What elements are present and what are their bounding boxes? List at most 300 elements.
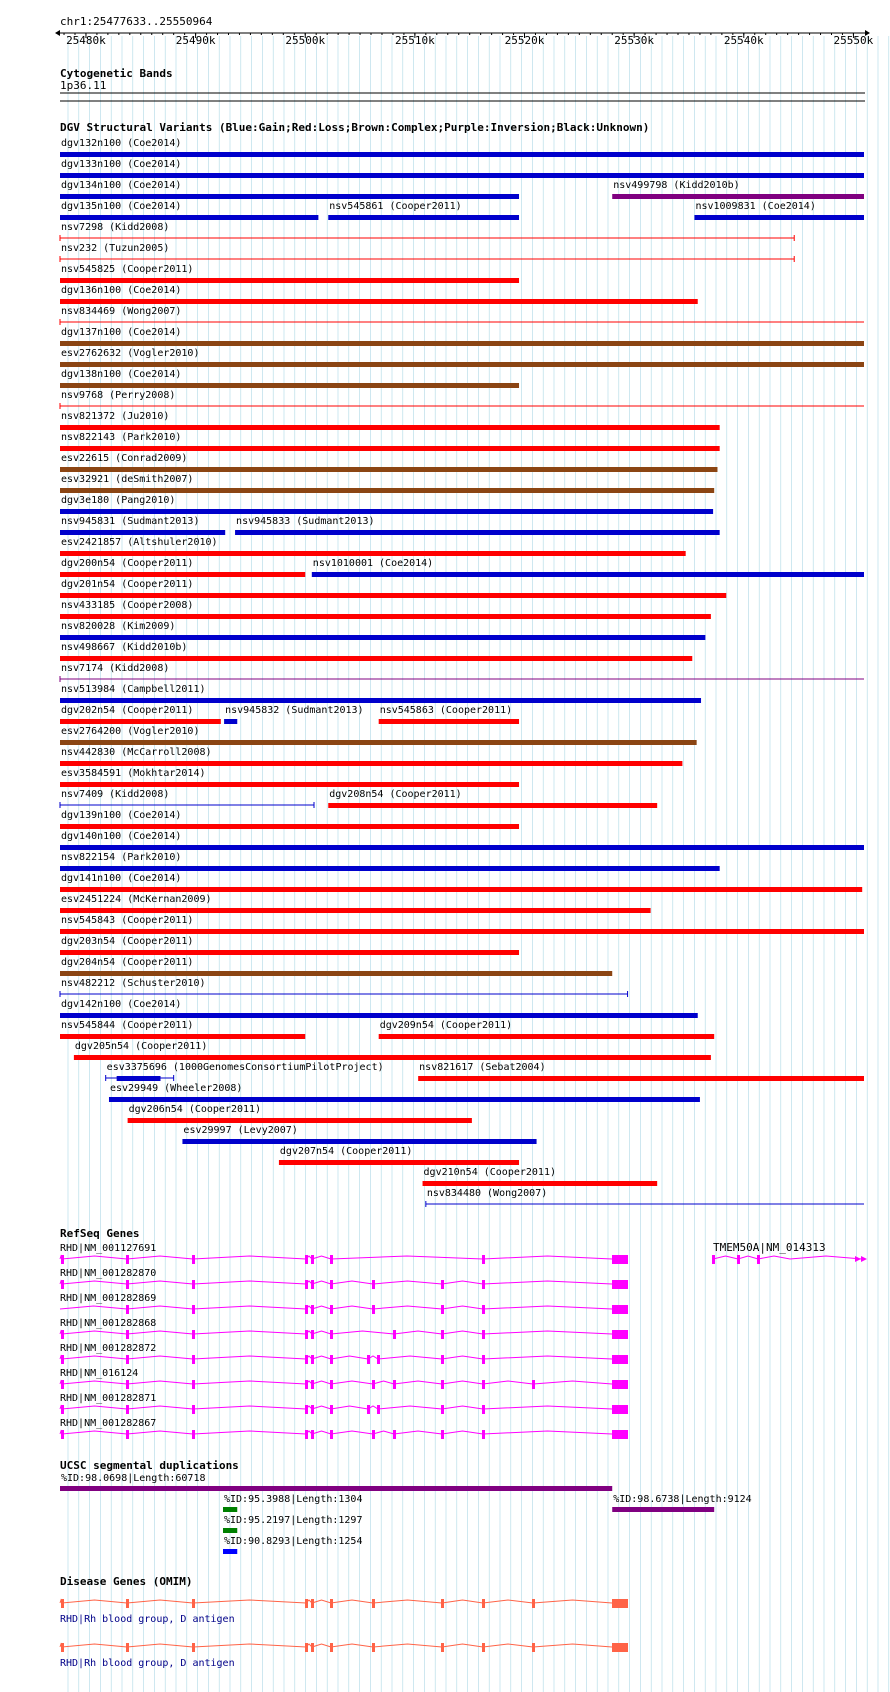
refseq-exon	[61, 1355, 64, 1364]
tmem50a-gene[interactable]	[712, 1255, 867, 1264]
refseq-exon	[311, 1405, 314, 1414]
tmem50a-exon	[737, 1255, 740, 1264]
refseq-exon	[61, 1380, 64, 1389]
omim-exon	[311, 1599, 314, 1608]
dgv-feature[interactable]	[312, 558, 864, 577]
segdup-feature-label: %ID:90.8293|Length:1254	[224, 1536, 363, 1547]
dgv-feature[interactable]	[60, 705, 221, 724]
dgv-feature[interactable]	[60, 579, 726, 598]
dgv-feature[interactable]	[60, 1020, 305, 1039]
dgv-feature-label: dgv138n100 (Coe2014)	[61, 369, 182, 380]
omim-gene[interactable]	[60, 1643, 628, 1669]
dgv-feature[interactable]	[60, 936, 519, 955]
dgv-feature-label: dgv205n54 (Cooper2011)	[74, 1041, 208, 1052]
dgv-feature[interactable]	[60, 327, 864, 346]
omim-exon	[612, 1599, 628, 1608]
omim-exon	[532, 1599, 535, 1608]
refseq-gene[interactable]	[60, 1293, 628, 1314]
refseq-exon	[126, 1355, 129, 1364]
refseq-exon	[372, 1280, 375, 1289]
dgv-feature-bar	[60, 971, 612, 976]
refseq-exon	[192, 1280, 195, 1289]
dgv-feature-bar	[312, 572, 864, 577]
dgv-feature-bar	[60, 194, 519, 199]
dgv-feature-label: esv2764200 (Vogler2010)	[61, 726, 200, 737]
omim-gene-label: RHD|Rh blood group, D antigen	[60, 1658, 235, 1669]
omim-track[interactable]	[60, 1575, 628, 1669]
segdup-features	[60, 1473, 752, 1554]
tmem50a-exon	[712, 1255, 715, 1264]
refseq-exon	[377, 1355, 380, 1364]
dgv-feature-label: dgv210n54 (Cooper2011)	[423, 1167, 556, 1178]
dgv-feature-bar	[60, 698, 701, 703]
dgv-feature[interactable]	[60, 915, 864, 934]
dgv-feature[interactable]	[60, 999, 698, 1018]
ruler-tick-label: 25520k	[504, 34, 545, 47]
dgv-feature-bar	[60, 551, 686, 556]
dgv-feature-label: nsv822154 (Park2010)	[61, 852, 182, 863]
cytoband-band-label: 1p36.11	[60, 79, 107, 92]
refseq-exon	[192, 1380, 195, 1389]
refseq-exon	[192, 1405, 195, 1414]
dgv-feature[interactable]	[60, 537, 686, 556]
dgv-feature-bar	[60, 572, 305, 577]
dgv-feature-bar	[328, 803, 657, 808]
refseq-intron-line	[60, 1306, 612, 1309]
dgv-feature[interactable]	[60, 663, 864, 682]
dgv-feature-block	[117, 1076, 161, 1081]
refseq-exon	[393, 1380, 396, 1389]
dgv-feature-bar	[60, 782, 519, 787]
dgv-feature-bar	[60, 1034, 305, 1039]
dgv-feature-bar	[60, 887, 862, 892]
omim-exon	[61, 1643, 64, 1652]
refseq-exon	[192, 1430, 195, 1439]
refseq-exon	[305, 1280, 308, 1289]
omim-exon	[61, 1599, 64, 1608]
segdup-feature[interactable]	[223, 1494, 362, 1512]
dgv-feature[interactable]	[612, 180, 864, 199]
dgv-feature[interactable]	[423, 1167, 658, 1186]
dgv-feature-bar	[60, 425, 720, 430]
dgv-feature-label: nsv498667 (Kidd2010b)	[61, 642, 188, 653]
dgv-feature-label: nsv545825 (Cooper2011)	[61, 264, 194, 275]
dgv-feature-bar	[60, 509, 713, 514]
dgv-feature-label: nsv822143 (Park2010)	[61, 432, 182, 443]
ruler-tick-label: 25480k	[66, 34, 106, 47]
dgv-feature[interactable]	[60, 390, 864, 409]
dgv-feature-label: esv2762632 (Vogler2010)	[61, 348, 200, 359]
dgv-feature-bar	[60, 341, 864, 346]
refseq-exon	[305, 1305, 308, 1314]
cytoband-track[interactable]	[60, 67, 865, 101]
dgv-feature[interactable]	[426, 1188, 864, 1207]
dgv-feature[interactable]	[60, 201, 318, 220]
refseq-exon	[612, 1355, 628, 1364]
dgv-feature[interactable]	[60, 831, 864, 850]
refseq-exon	[532, 1380, 535, 1389]
refseq-exon	[311, 1355, 314, 1364]
refseq-exon	[126, 1305, 129, 1314]
dgv-feature[interactable]	[60, 432, 720, 451]
dgv-feature-label: nsv232 (Tuzun2005)	[61, 243, 170, 254]
cytoband-track-title: Cytogenetic Bands	[60, 67, 173, 80]
refseq-gene[interactable]	[60, 1393, 628, 1414]
dgv-feature-bar	[279, 1160, 519, 1165]
ruler-tick-label: 25490k	[175, 34, 216, 47]
segdup-feature-label: %ID:95.2197|Length:1297	[224, 1515, 363, 1526]
dgv-feature-bar	[60, 635, 705, 640]
dgv-feature[interactable]	[60, 495, 713, 514]
refseq-exon	[330, 1405, 333, 1414]
dgv-feature-label: nsv7409 (Kidd2008)	[61, 789, 170, 800]
refseq-exon	[192, 1255, 195, 1264]
dgv-feature[interactable]	[60, 978, 628, 997]
segdup-feature-label: %ID:95.3988|Length:1304	[224, 1494, 363, 1505]
refseq-exon	[441, 1430, 444, 1439]
refseq-gene-label: RHD|NM_001282871	[60, 1393, 157, 1404]
dgv-feature-label: nsv433185 (Cooper2008)	[61, 600, 194, 611]
dgv-feature[interactable]	[60, 516, 225, 535]
dgv-feature-bar	[60, 950, 519, 955]
tmem50a-strand-arrow-icon	[855, 1256, 861, 1262]
dgv-track-title: DGV Structural Variants (Blue:Gain;Red:Loss;Brown:Complex;Purple:Inversion;Black:Unknown)	[60, 121, 650, 134]
dgv-feature-label: nsv499798 (Kidd2010b)	[613, 180, 740, 191]
dgv-feature-label: nsv545844 (Cooper2011)	[61, 1020, 194, 1031]
ruler-tick-label: 25510k	[394, 34, 435, 47]
tmem50a-exon	[757, 1255, 760, 1264]
omim-exon	[612, 1643, 628, 1652]
omim-exon	[330, 1599, 333, 1608]
dgv-feature[interactable]	[60, 894, 651, 913]
position-ruler[interactable]	[55, 15, 874, 47]
dgv-feature[interactable]	[60, 306, 864, 325]
dgv-feature-label: dgv134n100 (Coe2014)	[61, 180, 182, 191]
tmem50a-intron-line	[713, 1256, 862, 1259]
dgv-feature-bar	[60, 173, 864, 178]
refseq-gene-label: RHD|NM_016124	[60, 1368, 139, 1379]
omim-track-title: Disease Genes (OMIM)	[60, 1575, 193, 1588]
dgv-feature-label: dgv137n100 (Coe2014)	[61, 327, 182, 338]
dgv-feature[interactable]	[60, 411, 720, 430]
refseq-gene[interactable]	[60, 1368, 628, 1389]
refseq-exon	[612, 1380, 628, 1389]
dgv-feature-bar	[60, 1013, 698, 1018]
dgv-feature-label: esv29997 (Levy2007)	[183, 1125, 298, 1136]
segdup-track-title: UCSC segmental duplications	[60, 1459, 239, 1472]
refseq-exon	[393, 1430, 396, 1439]
dgv-feature-label: nsv545863 (Cooper2011)	[379, 705, 513, 716]
omim-exon	[305, 1643, 308, 1652]
refseq-exon	[441, 1380, 444, 1389]
refseq-exon	[61, 1255, 64, 1264]
dgv-feature-label: dgv141n100 (Coe2014)	[61, 873, 182, 884]
refseq-exon	[311, 1280, 314, 1289]
dgv-feature-label: esv3375696 (1000GenomesConsortiumPilotProject)	[106, 1062, 384, 1073]
tmem50a-gene-label[interactable]: TMEM50A|NM_014313	[713, 1241, 826, 1254]
refseq-exon	[482, 1255, 485, 1264]
omim-exon	[441, 1599, 444, 1608]
segdup-feature-bar	[223, 1507, 237, 1512]
refseq-gene-label: RHD|NM_001282868	[60, 1318, 157, 1329]
refseq-exon	[61, 1280, 64, 1289]
refseq-exon	[330, 1255, 333, 1264]
dgv-feature[interactable]	[60, 348, 864, 367]
dgv-feature-label: esv2451224 (McKernan2009)	[61, 894, 212, 905]
refseq-exon	[305, 1330, 308, 1339]
dgv-feature-label: dgv133n100 (Coe2014)	[61, 159, 182, 170]
refseq-intron-line	[60, 1281, 612, 1284]
refseq-exon	[330, 1330, 333, 1339]
refseq-exon	[311, 1330, 314, 1339]
refseq-exon	[61, 1330, 64, 1339]
omim-exon	[372, 1599, 375, 1608]
dgv-feature-label: dgv201n54 (Cooper2011)	[61, 579, 194, 590]
dgv-feature[interactable]	[235, 516, 720, 535]
refseq-exon	[482, 1380, 485, 1389]
dgv-feature-label: nsv820028 (Kim2009)	[61, 621, 176, 632]
ruler-tick-label: 25500k	[285, 34, 326, 47]
dgv-feature[interactable]	[60, 558, 305, 577]
dgv-feature[interactable]	[60, 873, 862, 892]
dgv-feature[interactable]	[694, 201, 864, 220]
refseq-exon	[482, 1405, 485, 1414]
dgv-feature-bar	[60, 488, 714, 493]
refseq-exon	[305, 1430, 308, 1439]
refseq-track-title: RefSeq Genes	[60, 1227, 140, 1240]
refseq-exon	[441, 1305, 444, 1314]
ruler-ticks	[64, 33, 874, 47]
refseq-track[interactable]	[60, 1227, 867, 1439]
refseq-gene[interactable]	[60, 1418, 628, 1439]
ruler-tick-label: 25550k	[833, 34, 874, 47]
dgv-feature-bar	[128, 1118, 472, 1123]
segdup-feature-label: %ID:98.6738|Length:9124	[613, 1494, 752, 1505]
dgv-feature-bar	[379, 1034, 714, 1039]
refseq-exon	[330, 1305, 333, 1314]
dgv-feature-label: nsv442830 (McCarroll2008)	[61, 747, 212, 758]
dgv-feature-bar	[423, 1181, 658, 1186]
refseq-exon	[126, 1330, 129, 1339]
segdup-track[interactable]	[60, 1459, 752, 1554]
dgv-feature-bar	[60, 299, 698, 304]
refseq-exon	[330, 1355, 333, 1364]
dgv-feature[interactable]	[60, 243, 794, 262]
dgv-feature[interactable]	[60, 621, 705, 640]
dgv-feature-label: nsv7174 (Kidd2008)	[61, 663, 170, 674]
dgv-feature-label: dgv209n54 (Cooper2011)	[379, 1020, 513, 1031]
refseq-exon	[612, 1405, 628, 1414]
refseq-exon	[441, 1355, 444, 1364]
refseq-intron-line	[60, 1381, 612, 1384]
segdup-feature-bar	[60, 1486, 612, 1491]
refseq-exon	[377, 1405, 380, 1414]
dgv-feature-label: nsv545843 (Cooper2011)	[61, 915, 194, 926]
refseq-exon	[311, 1305, 314, 1314]
ruler-tick-label: 25540k	[723, 34, 764, 47]
dgv-feature-label: nsv821372 (Ju2010)	[61, 411, 170, 422]
omim-exon	[441, 1643, 444, 1652]
dgv-feature-label: dgv132n100 (Coe2014)	[61, 138, 182, 149]
dgv-feature-label: dgv203n54 (Cooper2011)	[61, 936, 194, 947]
refseq-exon	[61, 1405, 64, 1414]
segdup-feature[interactable]	[612, 1494, 751, 1512]
omim-exon	[305, 1599, 308, 1608]
dgv-feature-label: dgv135n100 (Coe2014)	[61, 201, 182, 212]
dgv-feature[interactable]	[60, 369, 519, 388]
ruler-left-arrow-icon	[55, 30, 60, 36]
refseq-exon	[192, 1330, 195, 1339]
dgv-feature-label: nsv482212 (Schuster2010)	[61, 978, 206, 989]
refseq-intron-line	[60, 1331, 612, 1334]
refseq-gene-label: RHD|NM_001282867	[60, 1418, 157, 1429]
refseq-exon	[305, 1355, 308, 1364]
dgv-feature[interactable]	[109, 1083, 700, 1102]
refseq-exon	[482, 1280, 485, 1289]
refseq-exon	[192, 1355, 195, 1364]
dgv-feature[interactable]	[60, 810, 519, 829]
dgv-feature[interactable]	[60, 222, 794, 241]
refseq-gene-label: RHD|NM_001282872	[60, 1343, 157, 1354]
dgv-feature-bar	[60, 656, 692, 661]
segdup-feature[interactable]	[60, 1473, 612, 1491]
refseq-exon	[612, 1305, 628, 1314]
segdup-feature[interactable]	[223, 1536, 362, 1554]
segdup-feature[interactable]	[223, 1515, 362, 1533]
dgv-feature[interactable]	[74, 1041, 711, 1060]
refseq-exon	[372, 1430, 375, 1439]
dgv-feature[interactable]	[60, 600, 711, 619]
dgv-feature[interactable]	[106, 1062, 384, 1081]
refseq-exon	[126, 1255, 129, 1264]
refseq-gene-label: RHD|NM_001282869	[60, 1293, 157, 1304]
refseq-exon	[612, 1330, 628, 1339]
omim-exon	[330, 1643, 333, 1652]
dgv-feature-bar	[379, 719, 519, 724]
segdup-feature-bar	[223, 1528, 237, 1533]
dgv-feature[interactable]	[224, 705, 363, 724]
refseq-gene[interactable]	[60, 1318, 628, 1339]
refseq-gene[interactable]	[60, 1243, 628, 1264]
omim-features	[60, 1599, 628, 1669]
dgv-feature-bar	[224, 719, 237, 724]
refseq-exon	[393, 1330, 396, 1339]
refseq-exon	[311, 1380, 314, 1389]
dgv-feature[interactable]	[60, 138, 864, 157]
omim-gene[interactable]	[60, 1599, 628, 1625]
dgv-feature-label: dgv206n54 (Cooper2011)	[128, 1104, 262, 1115]
dgv-feature-bar	[235, 530, 720, 535]
dgv-feature[interactable]	[60, 747, 682, 766]
dgv-feature-label: esv29949 (Wheeler2008)	[109, 1083, 243, 1094]
refseq-exon	[482, 1355, 485, 1364]
omim-intron-line	[60, 1600, 612, 1603]
position-label: chr1:25477633..25550964	[60, 15, 213, 28]
refseq-exon	[330, 1380, 333, 1389]
dgv-feature-label: esv3584591 (Mokhtar2014)	[61, 768, 206, 779]
refseq-exon	[126, 1405, 129, 1414]
dgv-feature[interactable]	[60, 726, 697, 745]
refseq-exon	[612, 1430, 628, 1439]
omim-exon	[126, 1643, 129, 1652]
refseq-gene[interactable]	[60, 1268, 628, 1289]
refseq-exon	[612, 1280, 628, 1289]
refseq-intron-line	[60, 1356, 612, 1359]
refseq-intron-line	[60, 1256, 612, 1259]
omim-exon	[532, 1643, 535, 1652]
dgv-feature-label: dgv204n54 (Cooper2011)	[61, 957, 194, 968]
refseq-exon	[305, 1255, 308, 1264]
dgv-feature-label: nsv1009831 (Coe2014)	[695, 201, 816, 212]
dgv-feature-bar	[60, 866, 720, 871]
dgv-feature[interactable]	[60, 684, 701, 703]
omim-gene-label: RHD|Rh blood group, D antigen	[60, 1614, 235, 1625]
dgv-feature[interactable]	[60, 264, 519, 283]
dgv-feature[interactable]	[328, 201, 519, 220]
dgv-feature-bar	[418, 1076, 864, 1081]
dgv-feature-label: nsv1010001 (Coe2014)	[312, 558, 434, 569]
refseq-exon	[482, 1305, 485, 1314]
dgv-feature-bar	[612, 194, 864, 199]
dgv-feature[interactable]	[128, 1104, 472, 1123]
dgv-feature[interactable]	[60, 957, 612, 976]
omim-exon	[482, 1599, 485, 1608]
dgv-feature-bar	[60, 824, 519, 829]
dgv-feature-bar	[60, 467, 717, 472]
dgv-feature[interactable]	[60, 852, 720, 871]
dgv-feature[interactable]	[279, 1146, 519, 1165]
segdup-feature-label: %ID:98.0698|Length:60718	[61, 1473, 206, 1484]
dgv-feature[interactable]	[60, 768, 519, 787]
refseq-exon	[441, 1330, 444, 1339]
refseq-exon	[367, 1405, 370, 1414]
refseq-exon	[61, 1430, 64, 1439]
dgv-feature-bar	[60, 383, 519, 388]
dgv-feature[interactable]	[379, 705, 519, 724]
segdup-feature-bar	[612, 1507, 714, 1512]
dgv-feature[interactable]	[60, 474, 714, 493]
refseq-exon	[482, 1430, 485, 1439]
dgv-track[interactable]	[60, 121, 864, 1207]
dgv-feature[interactable]	[379, 1020, 714, 1039]
dgv-feature-bar	[60, 593, 726, 598]
tmem50a-strand-arrow-icon	[861, 1256, 867, 1262]
dgv-feature-bar	[694, 215, 864, 220]
dgv-feature-bar	[60, 908, 651, 913]
refseq-exon	[126, 1280, 129, 1289]
dgv-feature[interactable]	[60, 285, 698, 304]
dgv-feature-label: dgv202n54 (Cooper2011)	[61, 705, 194, 716]
dgv-feature-bar	[60, 740, 697, 745]
dgv-feature[interactable]	[60, 180, 519, 199]
refseq-exon	[372, 1305, 375, 1314]
dgv-feature-bar	[60, 278, 519, 283]
refseq-features	[60, 1243, 628, 1439]
omim-exon	[192, 1643, 195, 1652]
refseq-exon	[311, 1255, 314, 1264]
dgv-feature-label: nsv945832 (Sudmant2013)	[225, 705, 364, 716]
refseq-exon	[126, 1430, 129, 1439]
dgv-feature[interactable]	[418, 1062, 864, 1081]
dgv-feature-label: dgv139n100 (Coe2014)	[61, 810, 182, 821]
refseq-gene[interactable]	[60, 1343, 628, 1364]
dgv-feature-label: nsv7298 (Kidd2008)	[61, 222, 170, 233]
dgv-feature-label: nsv834469 (Wong2007)	[61, 306, 182, 317]
dgv-feature-bar	[60, 845, 864, 850]
dgv-feature[interactable]	[60, 159, 864, 178]
refseq-exon	[305, 1380, 308, 1389]
refseq-intron-line	[60, 1431, 612, 1434]
